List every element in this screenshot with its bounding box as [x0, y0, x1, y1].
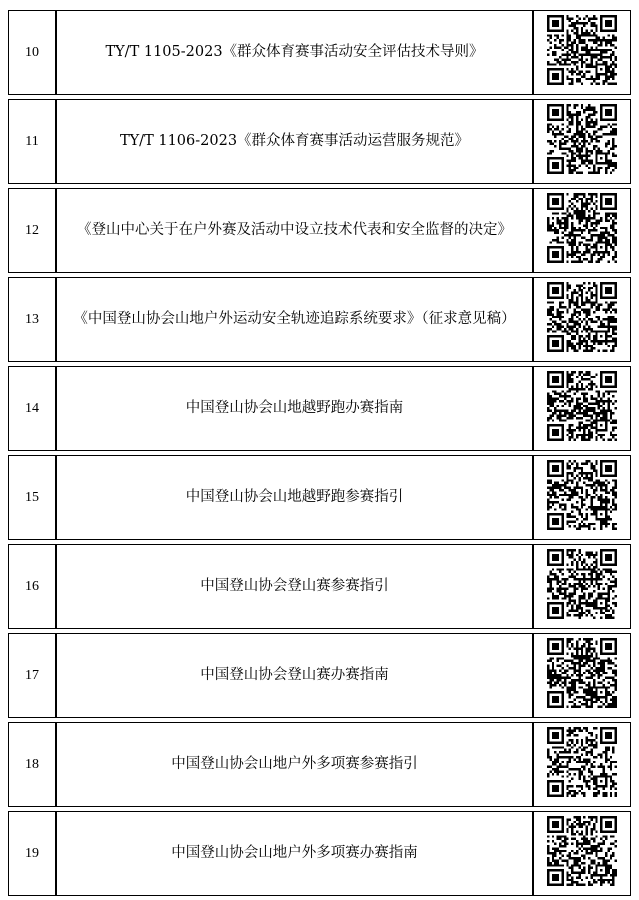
- qr-code-cell[interactable]: [533, 811, 631, 896]
- table-row: [8, 277, 631, 362]
- table-row: [8, 455, 631, 540]
- table-row: [8, 188, 631, 273]
- table-row: [8, 633, 631, 718]
- qr-code-cell[interactable]: [533, 10, 631, 95]
- table-row: [8, 366, 631, 451]
- standards-qr-table: [8, 6, 631, 900]
- table-row: [8, 722, 631, 807]
- row-title: 中国登山协会山地越野跑办赛指南: [56, 366, 533, 451]
- row-number: 15: [8, 455, 56, 540]
- row-number: 16: [8, 544, 56, 629]
- row-number: 10: [8, 10, 56, 95]
- qr-code-cell[interactable]: [533, 544, 631, 629]
- qr-code-cell[interactable]: [533, 99, 631, 184]
- row-number: 19: [8, 811, 56, 896]
- row-number: 18: [8, 722, 56, 807]
- row-number: 13: [8, 277, 56, 362]
- row-title: TY/T 1106-2023《群众体育赛事活动运营服务规范》: [56, 99, 533, 184]
- qr-code-cell[interactable]: [533, 722, 631, 807]
- row-title: 中国登山协会山地越野跑参赛指引: [56, 455, 533, 540]
- row-title: 中国登山协会山地户外多项赛参赛指引: [56, 722, 533, 807]
- table-row: [8, 99, 631, 184]
- table-body: [8, 10, 631, 896]
- qr-code-cell[interactable]: [533, 188, 631, 273]
- row-title: TY/T 1105-2023《群众体育赛事活动安全评估技术导则》: [56, 10, 533, 95]
- row-title: 中国登山协会登山赛办赛指南: [56, 633, 533, 718]
- qr-code-cell[interactable]: [533, 277, 631, 362]
- table-row: [8, 10, 631, 95]
- table-row: [8, 811, 631, 896]
- qr-code-cell[interactable]: [533, 366, 631, 451]
- row-number: 14: [8, 366, 56, 451]
- row-title: 中国登山协会登山赛参赛指引: [56, 544, 533, 629]
- row-title: 《中国登山协会山地户外运动安全轨迹追踪系统要求》（征求意见稿）: [56, 277, 533, 362]
- qr-code-cell[interactable]: [533, 455, 631, 540]
- row-number: 17: [8, 633, 56, 718]
- row-title: 《登山中心关于在户外赛及活动中设立技术代表和安全监督的决定》: [56, 188, 533, 273]
- row-number: 11: [8, 99, 56, 184]
- qr-code-cell[interactable]: [533, 633, 631, 718]
- row-number: 12: [8, 188, 56, 273]
- row-title: 中国登山协会山地户外多项赛办赛指南: [56, 811, 533, 896]
- table-row: [8, 544, 631, 629]
